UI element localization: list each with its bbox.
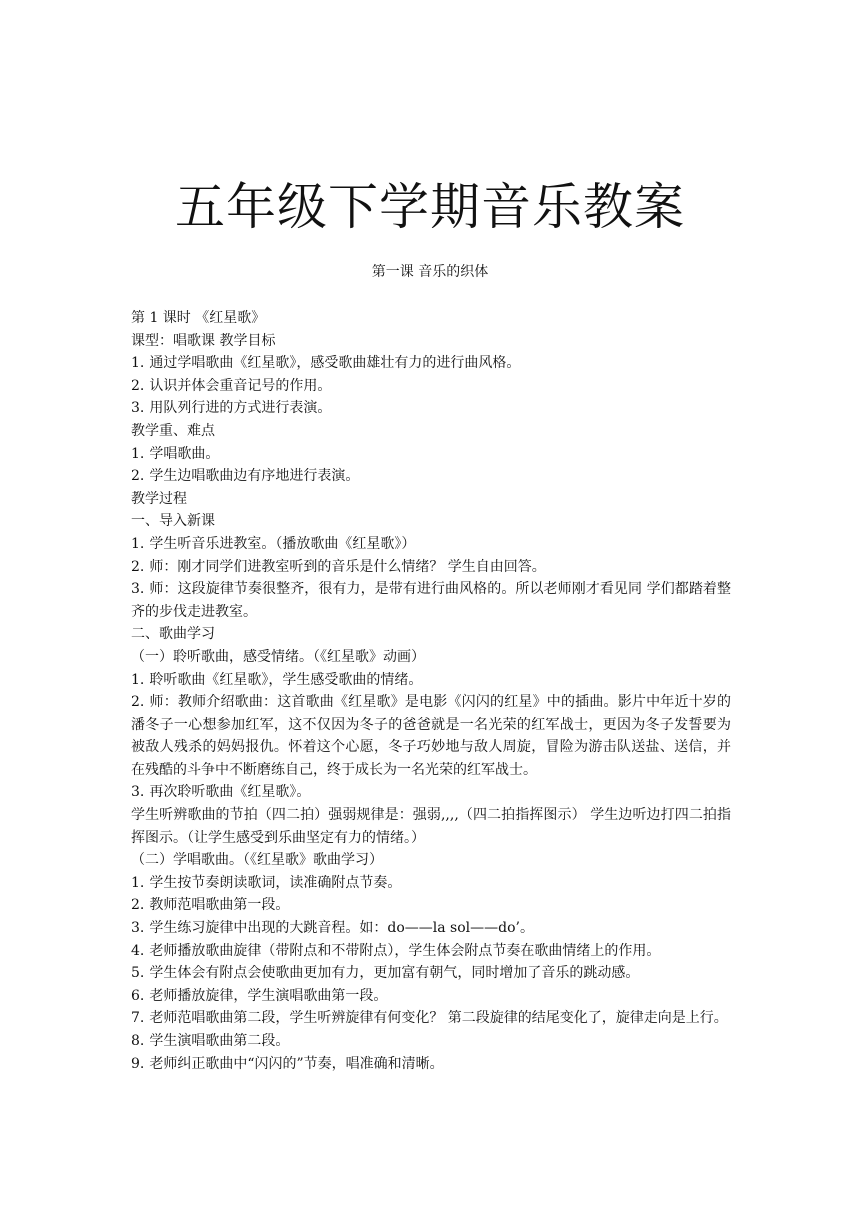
text-line bbox=[131, 1007, 731, 1030]
text-line bbox=[131, 420, 731, 443]
line-number: 2. bbox=[131, 558, 145, 575]
text-line bbox=[131, 646, 731, 669]
text-line bbox=[131, 375, 731, 398]
line-text: 二、歌曲学习 bbox=[131, 626, 215, 643]
line-number: 2. bbox=[131, 694, 145, 711]
text-line bbox=[131, 443, 731, 466]
line-number: 8. bbox=[131, 1033, 145, 1049]
line-text: 师：刚才同学们进教室听到的音乐是什么情绪？ 学生自由回答。 bbox=[149, 558, 546, 575]
line-text: 教学重、难点 bbox=[131, 422, 215, 439]
text-line bbox=[131, 669, 731, 692]
text-line bbox=[131, 849, 731, 872]
line-text: 第 1 课时 《红星歌》 bbox=[131, 310, 266, 326]
line-number: 5. bbox=[131, 965, 145, 982]
line-text: 教师范唱歌曲第一段。 bbox=[149, 897, 290, 914]
text-line bbox=[131, 556, 731, 579]
document-body bbox=[131, 307, 731, 1075]
line-text: 用队列行进的方式进行表演。 bbox=[149, 400, 332, 417]
text-line bbox=[131, 804, 731, 849]
line-text: 再次聆听歌曲《红星歌》。 bbox=[149, 784, 311, 801]
line-number: 3. bbox=[131, 581, 145, 598]
line-text: 学生练习旋律中出现的大跳音程。如：do——la sol——do’。 bbox=[149, 920, 534, 937]
text-line bbox=[131, 510, 731, 533]
text-line bbox=[131, 578, 731, 623]
line-number: 1. bbox=[131, 874, 145, 891]
text-line bbox=[131, 465, 731, 488]
line-number: 9. bbox=[131, 1055, 145, 1072]
line-text: 学生听辨歌曲的节拍（四二拍）强弱规律是：强弱,,,,（四二拍指挥图示） 学生边听边打四二拍指挥图示。（让学生感受到乐曲坚定有力的情绪。） bbox=[131, 807, 731, 846]
text-line bbox=[131, 894, 731, 917]
line-text: 学唱歌曲。 bbox=[149, 445, 220, 462]
line-number: 4. bbox=[131, 942, 145, 959]
line-text: 聆听歌曲《红星歌》，学生感受歌曲的情绪。 bbox=[149, 671, 423, 688]
line-text: 师：这段旋律节奏很整齐，很有力，是带有进行曲风格的。所以老师刚才看见同 学们都踏着整齐的步伐走进教室。 bbox=[131, 581, 731, 620]
line-number: 2. bbox=[131, 377, 145, 394]
text-line bbox=[131, 623, 731, 646]
line-text: 通过学唱歌曲《红星歌》，感受歌曲雄壮有力的进行曲风格。 bbox=[149, 355, 521, 372]
line-text: 课型：唱歌课 教学目标 bbox=[131, 332, 276, 349]
text-line bbox=[131, 488, 731, 511]
line-text: 教学过程 bbox=[131, 490, 187, 507]
text-line bbox=[131, 533, 731, 556]
line-text: （二）学唱歌曲。（《红星歌》歌曲学习） bbox=[131, 852, 383, 869]
text-line bbox=[131, 781, 731, 804]
line-text: （一）聆听歌曲，感受情绪。（《红星歌》动画） bbox=[131, 648, 425, 665]
document-title: 五年级下学期音乐教案 bbox=[175, 178, 685, 236]
line-text: 学生体会有附点会使歌曲更加有力，更加富有朝气，同时增加了音乐的跳动感。 bbox=[149, 965, 640, 982]
line-number: 1. bbox=[131, 355, 145, 372]
line-text: 学生边唱歌曲边有序地进行表演。 bbox=[149, 468, 360, 485]
line-text: 师：教师介绍歌曲：这首歌曲《红星歌》是电影《闪闪的红星》中的插曲。影片中年近十岁的潘冬子一心想参加红军，这不仅因为冬子的爸爸就是一名光荣的红军战士，更因为冬子发誓要为被敌人残杀的妈妈报仇。怀着这个心愿，冬子巧妙地与敌人周旋，冒险为游击队送盐、送信，并在残酷的斗争中不断磨练自己，终于成长为一名光荣的红军战士。 bbox=[131, 694, 731, 778]
line-number: 7. bbox=[131, 1010, 145, 1027]
text-line bbox=[131, 962, 731, 985]
line-number: 2. bbox=[131, 897, 145, 914]
line-number: 1. bbox=[131, 445, 145, 462]
line-text: 老师播放旋律，学生演唱歌曲第一段。 bbox=[149, 987, 388, 1004]
text-line bbox=[131, 1030, 731, 1053]
text-line bbox=[131, 307, 731, 330]
text-line bbox=[131, 330, 731, 353]
line-text: 学生听音乐进教室。（播放歌曲《红星歌》） bbox=[149, 535, 416, 552]
text-line bbox=[131, 1053, 731, 1076]
line-number: 1. bbox=[131, 671, 145, 688]
lesson-subtitle: 第一课 音乐的织体 bbox=[371, 264, 489, 280]
line-number: 3. bbox=[131, 920, 145, 937]
line-text: 老师纠正歌曲中“闪闪的”节奏，唱准确和清晰。 bbox=[149, 1055, 444, 1072]
line-text: 学生演唱歌曲第二段。 bbox=[149, 1033, 290, 1049]
line-text: 老师播放歌曲旋律（带附点和不带附点），学生体会附点节奏在歌曲情绪上的作用。 bbox=[149, 942, 661, 959]
line-number: 2. bbox=[131, 468, 145, 485]
line-text: 老师范唱歌曲第二段，学生听辨旋律有何变化？ 第二段旋律的结尾变化了，旋律走向是上行。 bbox=[149, 1010, 728, 1027]
line-text: 认识并体会重音记号的作用。 bbox=[149, 377, 332, 394]
line-number: 6. bbox=[131, 987, 145, 1004]
line-number: 3. bbox=[131, 400, 145, 417]
text-line bbox=[131, 872, 731, 895]
text-line bbox=[131, 985, 731, 1008]
text-line bbox=[131, 691, 731, 781]
line-number: 3. bbox=[131, 784, 145, 801]
line-text: 学生按节奏朗读歌词，读准确附点节奏。 bbox=[149, 874, 402, 891]
text-line bbox=[131, 397, 731, 420]
text-line bbox=[131, 917, 731, 940]
text-line bbox=[131, 352, 731, 375]
text-line bbox=[131, 940, 731, 963]
line-text: 一、导入新课 bbox=[131, 513, 215, 530]
line-number: 1. bbox=[131, 535, 145, 552]
